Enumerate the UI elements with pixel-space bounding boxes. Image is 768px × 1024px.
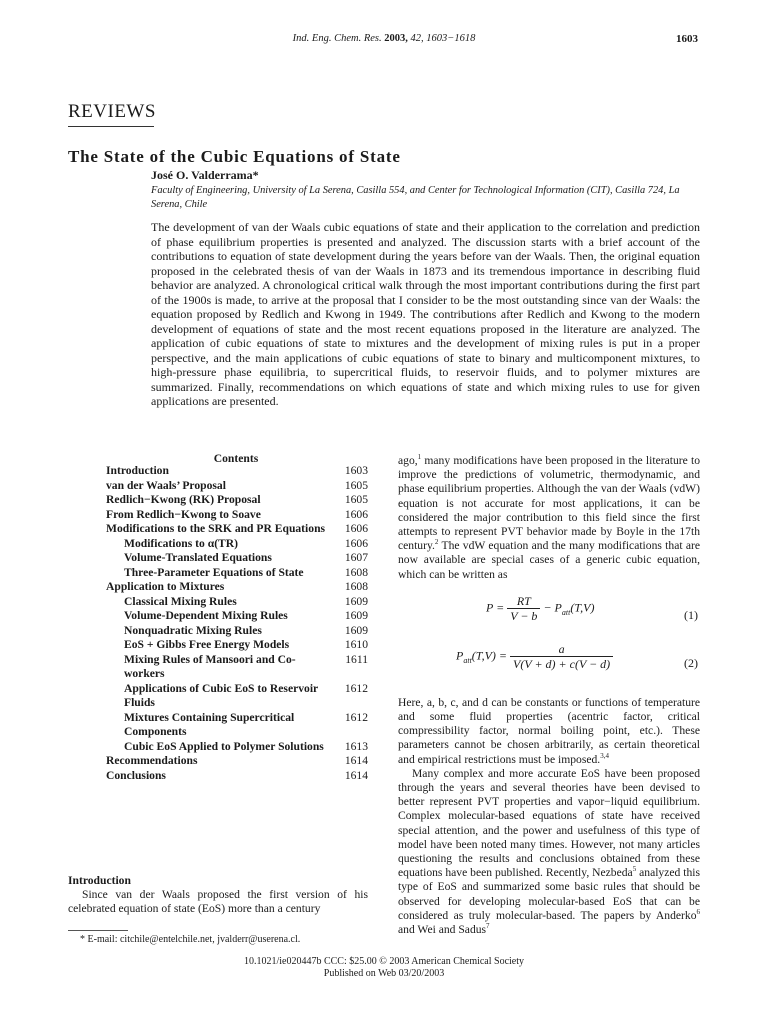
toc-entry[interactable] — [106, 464, 368, 479]
toc-entry[interactable] — [106, 609, 368, 624]
table-of-contents — [106, 464, 368, 783]
toc-entry[interactable] — [106, 551, 368, 566]
right-column — [398, 454, 700, 937]
paragraph-1 — [398, 454, 700, 582]
toc-entry-page: 1614 — [344, 754, 368, 767]
eq2-number: (2) — [684, 655, 698, 670]
toc-entry-title: Classical Mixing Rules — [124, 594, 237, 608]
toc-entry[interactable] — [106, 566, 368, 581]
toc-entry[interactable] — [106, 508, 368, 523]
running-header — [0, 33, 768, 47]
eq1-fraction — [507, 594, 540, 623]
p1-text-b: many modifications have been proposed in the literature to improve the predictions of volumetric, thermodynamic, and phase equilibrium properties. Although the van der Waals (vdW) equation is not accurate for most applications, it can be considered the major contribution to this field since the first attempts to represent PVT behavior made by Boyle in the 17th century. — [398, 454, 700, 553]
paper-title: The State of the Cubic Equations of State — [68, 147, 401, 166]
toc-entry[interactable] — [106, 682, 368, 711]
toc-entry[interactable] — [106, 653, 368, 682]
eq1-lhs: P = — [486, 600, 508, 615]
toc-entry[interactable] — [106, 580, 368, 595]
toc-entry-title: Redlich−Kwong (RK) Proposal — [106, 493, 261, 506]
toc-entry-title: EoS + Gibbs Free Energy Models — [124, 638, 290, 651]
introduction-text — [68, 888, 368, 916]
toc-entry-page: 1606 — [344, 522, 368, 535]
section-label: REVIEWS — [68, 101, 156, 122]
toc-entry-title: Applications of Cubic EoS to Reservoir Fluids — [124, 681, 318, 709]
p3-text-c: and Wei and Sadus — [398, 923, 487, 937]
toc-entry-page: 1608 — [344, 565, 368, 579]
toc-entry[interactable] — [106, 537, 368, 552]
reference-1: 1 — [417, 453, 422, 462]
eq2-fraction — [510, 642, 613, 671]
p3-text-b: analyzed this type of EoS and summarized some basic rules that should be observed for developing molecular-based EoS that can be considered as truly molecular-based. The papers by Anderko — [398, 866, 700, 922]
eq2-numerator: a — [510, 642, 613, 657]
introduction-heading: Introduction — [68, 874, 131, 887]
toc-entry[interactable] — [106, 754, 368, 769]
author-affiliation: Faculty of Engineering, University of La Serena, Casilla 554, and Center for Technological Information (CIT), Casilla 724, La Serena, Chile — [151, 185, 680, 210]
toc-entry[interactable] — [106, 769, 368, 784]
toc-entry-title: Conclusions — [106, 768, 166, 782]
toc-entry[interactable] — [106, 740, 368, 755]
toc-entry-title: Recommendations — [106, 754, 198, 767]
reference-7: 7 — [486, 922, 490, 931]
toc-entry-title: From Redlich−Kwong to Soave — [106, 507, 261, 521]
toc-entry-page: 1612 — [344, 681, 368, 695]
toc-entry-page: 1610 — [344, 638, 368, 651]
eq1-rhs-args: (T,V) — [570, 600, 595, 615]
journal-citation — [0, 33, 768, 44]
toc-entry-page: 1605 — [344, 493, 368, 506]
section-rule — [68, 126, 154, 127]
toc-entry-page: 1613 — [344, 739, 368, 753]
eq2-subscript: att — [463, 655, 472, 665]
abstract-text: The development of van der Waals cubic equations of state and their application to the correlation and prediction of phase equilibrium properties is presented and analyzed. The discussion starts with a brief account of the contributions to equation of state development during the years before van der Waals. Then, the original equation proposed in the celebrated thesis of van der Waals in 1873 and its tremendous importance in describing fluid behavior are analyzed. A chronological critical walk through the most important contributions during the first part of the 1900s is made, to arrive at the proposal that I consider to be the most outstanding since van der Waals: the equation proposed by Redlich and Kwong in 1949. The contributions after Redlich and Kwong to the modern development of equations of state and the most recent equations proposed in the literature are analyzed. The application of cubic equations of state to mixtures and the development of mixing rules is put in a proper perspective, and the main applications of cubic equations of state to binary and multicomponent mixtures, to high-pressure phase equilibria, to supercritical fluids, to reservoir fluids, and to polymer mixtures are summarized. Finally, recommendations on which equations of state and which mixing rules to use for given applications are presented. — [151, 220, 700, 408]
eq2-lhs: P — [456, 648, 464, 663]
toc-entry-title: Modifications to the SRK and PR Equations — [106, 522, 326, 535]
eq2-denominator: V(V + d) + c(V − d) — [513, 657, 611, 672]
author-name: José O. Valderrama* — [151, 168, 259, 182]
equation-1 — [398, 594, 700, 642]
doi-footer — [0, 956, 768, 980]
equation-2 — [398, 642, 700, 690]
toc-entry-title: Mixing Rules of Mansoori and Co-workers — [124, 652, 296, 680]
footnote-email: * E-mail: citchile@entelchile.net, jvalderr@userena.cl. — [80, 934, 301, 945]
toc-entry[interactable] — [106, 711, 368, 740]
toc-entry-page: 1609 — [344, 623, 368, 637]
p1-text-a: ago, — [398, 454, 418, 467]
toc-entry-title: Nonquadratic Mixing Rules — [124, 623, 262, 637]
eq1-denominator: V − b — [510, 609, 538, 624]
toc-entry-title: Cubic EoS Applied to Polymer Solutions — [124, 739, 324, 753]
toc-entry-page: 1605 — [344, 478, 368, 492]
paragraph-2 — [398, 696, 700, 767]
eq1-rhs: − P — [540, 600, 562, 615]
toc-entry-title: van der Waals’ Proposal — [106, 478, 226, 492]
toc-entry-page: 1609 — [344, 594, 368, 608]
toc-entry-page: 1609 — [344, 609, 368, 622]
journal-pages: 1603−1618 — [426, 33, 476, 44]
toc-entry-page: 1607 — [344, 551, 368, 564]
toc-entry-page: 1606 — [344, 536, 368, 550]
toc-entry[interactable] — [106, 624, 368, 639]
toc-entry-title: Volume-Translated Equations — [124, 551, 272, 564]
reference-2: 2 — [434, 538, 439, 547]
introduction-paragraph: Since van der Waals proposed the first version of his celebrated equation of state (EoS) more than a century — [68, 888, 368, 916]
journal-year: 2003, — [384, 33, 408, 44]
toc-entry-page: 1608 — [344, 580, 368, 593]
toc-entry-page: 1612 — [344, 710, 368, 724]
journal-name: Ind. Eng. Chem. Res. — [292, 33, 382, 44]
reference-3-4: 3,4 — [600, 751, 609, 760]
toc-entry[interactable] — [106, 638, 368, 653]
toc-entry-page: 1603 — [344, 464, 368, 477]
toc-entry-title: Volume-Dependent Mixing Rules — [124, 609, 288, 622]
reference-6: 6 — [696, 908, 700, 917]
p3-text-a: Many complex and more accurate EoS have been proposed through the years and several theories have been devised to better represent PVT properties and vapor−liquid equilibrium. Complex molecular-based equations of state have received special attention, and the power and usefulness of this type of model have been noted many times. However, not many articles questioning the results and conclusions obtained from these equations have been published. Recently, Nezbeda — [398, 766, 700, 880]
toc-entry-title: Application to Mixtures — [106, 580, 225, 593]
p1-text-c: The vdW equation and the many modifications that are now available are special cases of a generic cubic equation, which can be written as — [398, 539, 700, 581]
abstract — [151, 220, 700, 409]
page-number: 1603 — [676, 33, 698, 45]
contents-heading: Contents — [213, 452, 259, 465]
toc-entry-page: 1606 — [344, 507, 368, 521]
toc-entry-title: Three-Parameter Equations of State — [124, 565, 304, 579]
p2-text: Here, a, b, c, and d can be constants or functions of temperature and some fluid properties (acentric factor, critical compressibility factor, normal boiling point, etc.). These parameters cannot be chosen arbitrarily, as certain theoretical and empirical restrictions must be imposed. — [398, 695, 700, 766]
toc-entry[interactable] — [106, 595, 368, 610]
paragraph-3 — [398, 767, 700, 937]
toc-entry[interactable] — [106, 493, 368, 508]
toc-entry[interactable] — [106, 479, 368, 494]
eq1-numerator: RT — [507, 594, 540, 609]
toc-entry-page: 1611 — [345, 652, 368, 666]
doi-line: 10.1021/ie020447b CCC: $25.00 © 2003 American Chemical Society — [243, 956, 525, 967]
toc-entry-title: Introduction — [106, 464, 169, 477]
published-date: Published on Web 03/20/2003 — [323, 968, 445, 979]
toc-entry-page: 1614 — [344, 768, 368, 782]
toc-entry-title: Modifications to α(TR) — [124, 536, 239, 550]
eq1-number: (1) — [684, 607, 698, 622]
eq1-subscript: att — [561, 607, 571, 617]
journal-volume: 42, — [410, 33, 424, 44]
reference-5: 5 — [632, 865, 637, 874]
footnote-rule — [68, 930, 128, 931]
toc-entry-title: Mixtures Containing Supercritical Components — [124, 710, 295, 738]
toc-entry[interactable] — [106, 522, 368, 537]
eq2-lhs-args: (T,V) = — [471, 648, 510, 663]
